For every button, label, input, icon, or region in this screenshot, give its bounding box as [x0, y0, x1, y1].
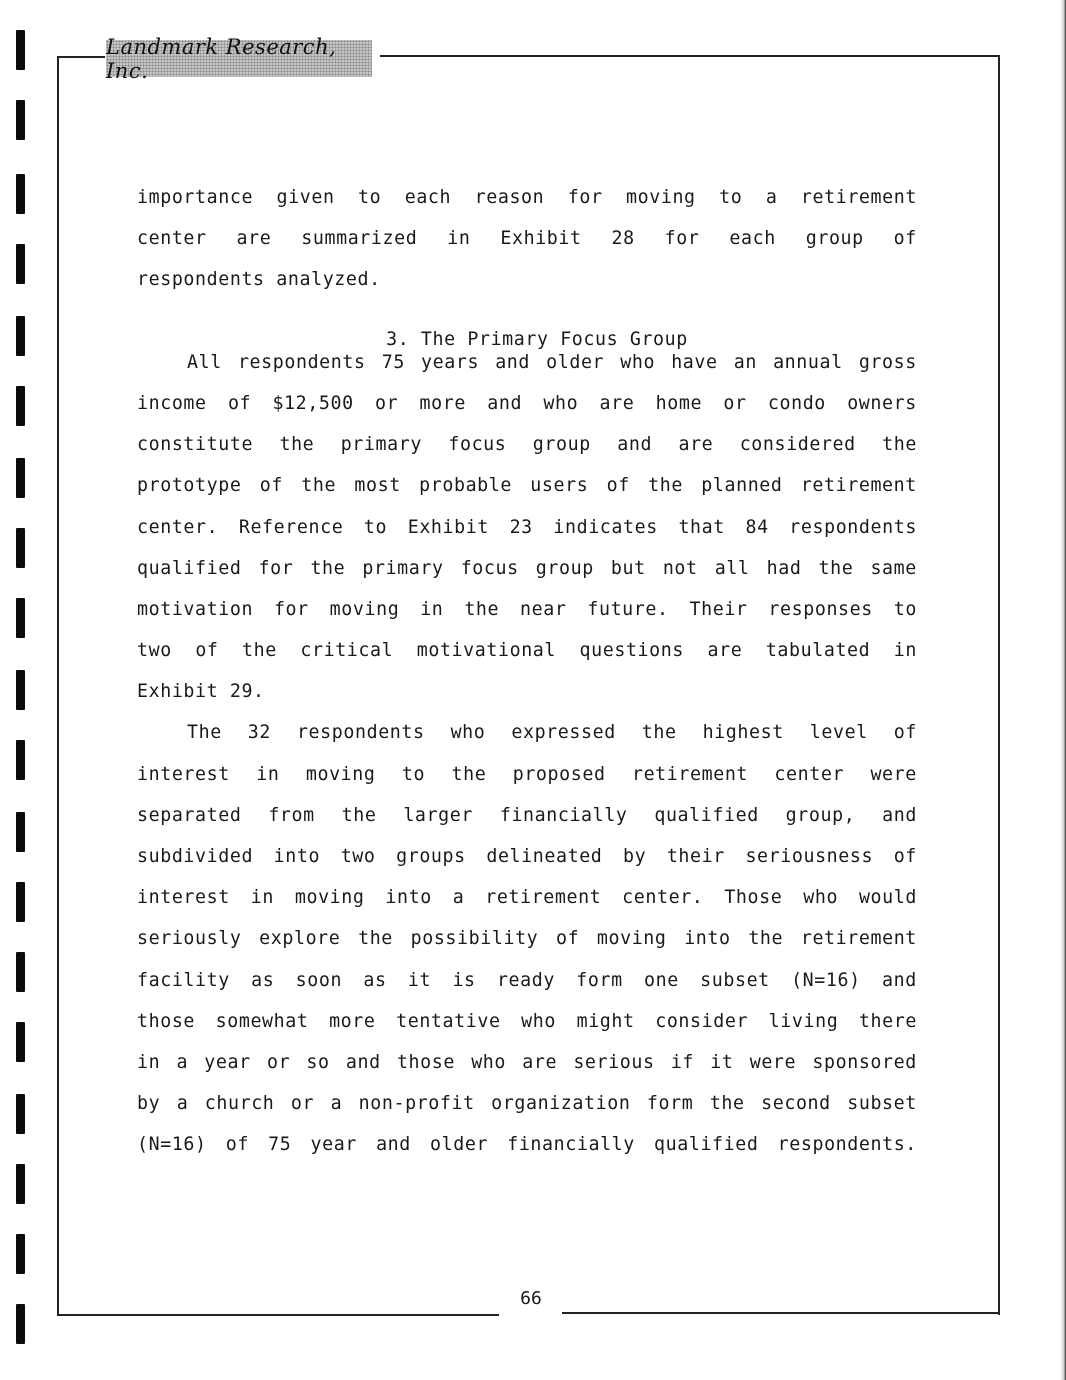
page-edge-shadow: [1060, 0, 1066, 1380]
page-number: 66: [520, 1288, 542, 1309]
binder-mark: [16, 386, 25, 426]
binder-mark: [16, 1022, 25, 1062]
text-line: interest in moving to the proposed retirement center were: [137, 763, 917, 785]
text-line: respondents analyzed.: [137, 269, 381, 291]
text-line: The 32 respondents who expressed the highest level of: [187, 722, 917, 744]
frame-line: [57, 56, 105, 58]
text-line: Exhibit 29.: [137, 681, 265, 703]
text-line: facility as soon as it is ready form one subset (N=16) and: [137, 969, 917, 991]
text-line: qualified for the primary focus group but not all had the same: [137, 557, 917, 579]
binder-mark: [16, 598, 25, 638]
section-heading: 3. The Primary Focus Group: [386, 328, 688, 350]
binder-mark: [16, 528, 25, 568]
text-line: (N=16) of 75 year and older financially qualified respondents.: [137, 1134, 917, 1156]
text-line: those somewhat more tentative who might consider living there: [137, 1010, 917, 1032]
text-line: importance given to each reason for moving to a retirement: [137, 187, 917, 208]
binder-mark: [16, 316, 25, 356]
text-line: center are summarized in Exhibit 28 for each group of: [137, 228, 917, 250]
text-line: center. Reference to Exhibit 23 indicates that 84 respondents: [137, 516, 917, 538]
text-line: prototype of the most probable users of the planned retirement: [137, 475, 917, 497]
text-line: seriously explore the possibility of moving into the retirement: [137, 928, 917, 950]
text-line: interest in moving into a retirement center. Those who would: [137, 887, 917, 909]
logo-text: Landmark Research, Inc.: [106, 34, 337, 83]
text-line: All respondents 75 years and older who have an annual gross: [187, 351, 917, 373]
paragraph-1: [137, 180, 917, 304]
binder-mark: [16, 458, 25, 498]
frame-line: [57, 1314, 499, 1316]
text-line: two of the critical motivational questions are tabulated in: [137, 640, 917, 662]
text-line: separated from the larger financially qualified group, and: [137, 804, 917, 826]
frame-line: [998, 55, 1000, 1315]
binder-mark: [16, 244, 25, 284]
binder-mark: [16, 1164, 25, 1204]
text-line: motivation for moving in the near future. Their responses to: [137, 598, 917, 620]
binder-mark: [16, 812, 25, 852]
frame-line: [57, 56, 59, 1316]
binder-mark: [16, 174, 25, 214]
document-body: [137, 180, 917, 1169]
paragraph-2: [137, 345, 917, 716]
binder-mark: [16, 1094, 25, 1134]
frame-line: [380, 55, 1000, 57]
binder-mark: [16, 670, 25, 710]
binder-mark: [16, 1304, 25, 1344]
text-line: by a church or a non-profit organization form the second subset: [137, 1093, 917, 1115]
binder-mark: [16, 1234, 25, 1274]
binder-mark: [16, 882, 25, 922]
binder-mark: [16, 30, 25, 70]
frame-line: [562, 1312, 1000, 1314]
binder-mark: [16, 740, 25, 780]
text-line: constitute the primary focus group and are considered the: [137, 434, 917, 456]
text-line: in a year or so and those who are serious if it were sponsored: [137, 1051, 917, 1073]
binder-mark: [16, 952, 25, 992]
binder-mark: [16, 100, 25, 140]
text-line: income of $12,500 or more and who are home or condo owners: [137, 392, 917, 414]
paragraph-3: [137, 715, 917, 1168]
company-logo: [106, 34, 372, 83]
text-line: subdivided into two groups delineated by their seriousness of: [137, 846, 917, 867]
